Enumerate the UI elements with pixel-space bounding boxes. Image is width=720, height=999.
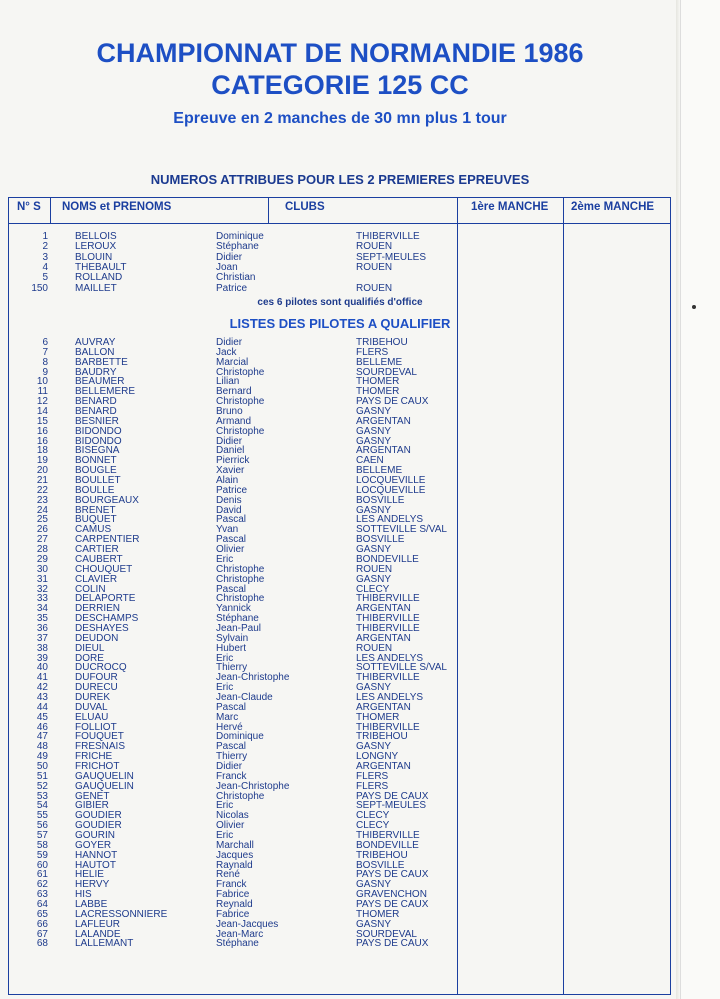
- pilot-surname: BIDONDO: [75, 425, 122, 437]
- pilot-surname: DEUDON: [75, 632, 119, 644]
- pilot-number: 50: [36, 760, 48, 772]
- pilot-surname: HIS: [75, 889, 92, 901]
- pilot-firstname: Raynald: [216, 859, 253, 871]
- pilot-club: BOSVILLE: [356, 859, 405, 871]
- pilot-firstname: Didier: [216, 337, 243, 348]
- pilot-club: CLECY: [356, 820, 390, 832]
- pilot-surname: LACRESSONNIERE: [75, 908, 168, 920]
- pilot-number: 42: [36, 682, 48, 694]
- pilot-firstname: Olivier: [216, 820, 245, 832]
- pilot-number: 68: [36, 938, 48, 950]
- pilot-firstname: Fabrice: [216, 908, 250, 920]
- pilot-firstname: Joan: [216, 261, 238, 273]
- pilot-club: SOTTEVILLE S/VAL: [356, 662, 447, 674]
- pilot-club: SEPT-MEULES: [356, 800, 427, 812]
- pilot-firstname: Eric: [216, 682, 234, 694]
- pilot-surname: DIEUL: [75, 642, 105, 654]
- pilot-number: 58: [36, 839, 48, 851]
- pilot-firstname: Eric: [216, 800, 234, 812]
- pilot-firstname: Jean-Christophe: [216, 672, 290, 684]
- pilot-number: 1: [42, 231, 48, 242]
- pilot-number: 2: [42, 241, 48, 253]
- pilot-club: LOCQUEVILLE: [356, 475, 426, 487]
- pilot-surname: GOYER: [75, 839, 112, 851]
- pilot-number: 8: [42, 356, 48, 368]
- pilot-firstname: Fabrice: [216, 889, 250, 901]
- category-title: CATEGORIE 125 CC: [211, 70, 469, 100]
- pilot-firstname: Yvan: [216, 524, 239, 536]
- pilot-surname: LABBE: [75, 899, 108, 911]
- pilot-firstname: Franck: [216, 879, 247, 891]
- pilot-surname: FOUQUET: [75, 731, 124, 743]
- pilot-club: THIBERVILLE: [356, 231, 420, 242]
- pilot-club: PAYS DE CAUX: [356, 869, 429, 881]
- event-subtitle: Epreuve en 2 manches de 30 mn plus 1 tour: [173, 110, 507, 127]
- pilot-number: 33: [36, 593, 48, 605]
- pilot-surname: DURECU: [75, 682, 118, 694]
- pilot-club: BELLEME: [356, 356, 403, 368]
- pilot-club: FLERS: [356, 346, 389, 358]
- pilot-surname: DUREK: [75, 691, 111, 703]
- pilot-number: 59: [36, 849, 48, 861]
- pilot-firstname: Christophe: [216, 593, 265, 605]
- header-manche-1: 1ère MANCHE: [471, 201, 549, 213]
- pilot-firstname: Marc: [216, 711, 239, 723]
- pilot-surname: BENARD: [75, 406, 117, 418]
- pilot-firstname: Bernard: [216, 386, 252, 398]
- pilot-number: 25: [36, 514, 48, 526]
- pilot-firstname: Pierrick: [216, 455, 250, 467]
- pilot-club: LES ANDELYS: [356, 691, 424, 703]
- pilot-surname: BIDONDO: [75, 435, 122, 447]
- pilot-club: FLERS: [356, 780, 389, 792]
- pilot-number: 66: [36, 918, 48, 930]
- pilot-surname: GOUDIER: [75, 810, 122, 822]
- header-clubs: CLUBS: [285, 201, 325, 213]
- pilot-number: 12: [36, 396, 48, 408]
- pilot-number: 55: [36, 810, 48, 822]
- pilot-surname: BRENET: [75, 504, 116, 516]
- pilot-number: 11: [37, 386, 48, 398]
- pilot-surname: BARBETTE: [75, 356, 128, 368]
- pilot-firstname: Denis: [216, 494, 242, 506]
- pilot-surname: BLOUIN: [75, 251, 113, 263]
- pilot-club: CLECY: [356, 583, 390, 595]
- pilot-surname: HAUTOT: [75, 859, 116, 871]
- pilot-number: 49: [36, 751, 48, 763]
- pilot-firstname: Didier: [216, 251, 243, 263]
- pilot-number: 22: [36, 484, 48, 496]
- pilot-surname: CARPENTIER: [75, 534, 140, 546]
- pilot-club: TRIBEHOU: [356, 849, 408, 861]
- pilot-club: GRAVENCHON: [356, 889, 427, 901]
- pilot-number: 7: [42, 346, 48, 358]
- pilot-number: 32: [36, 583, 48, 595]
- pilot-club: GASNY: [356, 425, 392, 437]
- pilot-surname: HERVY: [75, 879, 110, 891]
- pilot-club: THOMER: [356, 386, 400, 398]
- pilot-surname: DUFOUR: [75, 672, 118, 684]
- pilot-club: FLERS: [356, 770, 389, 782]
- pilot-club: PAYS DE CAUX: [356, 790, 429, 802]
- pilot-firstname: Pascal: [216, 701, 247, 713]
- pilot-number: 60: [36, 859, 48, 871]
- pilot-club: ARGENTAN: [356, 632, 411, 644]
- pilot-number: 44: [36, 701, 48, 713]
- pilot-firstname: Christophe: [216, 563, 265, 575]
- adjacent-page-edge: [680, 0, 720, 999]
- pilot-number: 24: [36, 504, 48, 516]
- pilot-number: 150: [31, 282, 48, 294]
- pilot-number: 45: [36, 711, 48, 723]
- pilot-firstname: Pascal: [216, 514, 247, 526]
- pilot-number: 30: [36, 563, 48, 575]
- pilot-surname: CAMUS: [75, 524, 112, 536]
- pilot-club: THIBERVILLE: [356, 721, 420, 733]
- pilot-club: BOSVILLE: [356, 494, 405, 506]
- pilot-surname: DESCHAMPS: [75, 613, 139, 625]
- pilot-firstname: Daniel: [216, 445, 245, 457]
- pilot-number: 54: [36, 800, 48, 812]
- pilot-club: BONDEVILLE: [356, 553, 419, 565]
- pilot-surname: FRESNAIS: [75, 741, 126, 753]
- pilot-firstname: Stéphane: [216, 613, 259, 625]
- pilot-surname: LAFLEUR: [75, 918, 121, 930]
- col-divider-names: [268, 197, 269, 223]
- pilot-surname: GAUQUELIN: [75, 770, 134, 782]
- pilot-club: PAYS DE CAUX: [356, 899, 429, 911]
- pilot-club: ARGENTAN: [356, 603, 411, 615]
- pilot-club: THIBERVILLE: [356, 613, 420, 625]
- pilot-club: THOMER: [356, 711, 400, 723]
- pilot-surname: CHOUQUET: [75, 563, 133, 575]
- pilot-club: GASNY: [356, 406, 392, 418]
- pilot-club: ARGENTAN: [356, 415, 411, 427]
- pilot-firstname: Xavier: [216, 465, 245, 477]
- pilot-number: 67: [36, 928, 48, 940]
- pilot-firstname: Marchall: [216, 839, 254, 851]
- pilot-firstname: Dominique: [216, 231, 264, 242]
- col-divider-num: [50, 197, 51, 223]
- pilot-club: ARGENTAN: [356, 445, 411, 457]
- pilot-firstname: Alain: [216, 475, 239, 487]
- pilot-number: 52: [36, 780, 48, 792]
- section-title: LISTES DES PILOTES A QUALIFIER: [229, 316, 451, 331]
- pilot-firstname: Marcial: [216, 356, 249, 368]
- pilot-firstname: Christophe: [216, 573, 265, 585]
- pilot-number: 43: [36, 691, 48, 703]
- pilot-surname: GENET: [75, 790, 110, 802]
- pilot-club: CLECY: [356, 810, 390, 822]
- pilot-surname: BELLOIS: [75, 231, 117, 242]
- pilot-firstname: Sylvain: [216, 632, 249, 644]
- pilot-firstname: Eric: [216, 553, 234, 565]
- pilot-number: 20: [36, 465, 48, 477]
- pilot-number: 16: [36, 425, 48, 437]
- pilot-number: 41: [36, 672, 48, 684]
- pilot-club: ARGENTAN: [356, 760, 411, 772]
- pilot-firstname: Hubert: [216, 642, 247, 654]
- pilot-surname: HANNOT: [75, 849, 118, 861]
- pilot-firstname: Stéphane: [216, 938, 259, 950]
- pilot-club: ROUEN: [356, 261, 393, 273]
- pilot-club: ROUEN: [356, 241, 393, 253]
- pilot-surname: ROLLAND: [75, 272, 123, 284]
- pilot-firstname: Stéphane: [216, 241, 259, 253]
- pilot-club: ROUEN: [356, 642, 393, 654]
- pilot-club: ROUEN: [356, 563, 393, 575]
- pilot-firstname: Pascal: [216, 534, 247, 546]
- pilot-firstname: David: [216, 504, 242, 516]
- pilot-firstname: Pascal: [216, 741, 247, 753]
- pilot-surname: BUQUET: [75, 514, 117, 526]
- pilot-surname: COLIN: [75, 583, 106, 595]
- header-divider: [8, 223, 671, 224]
- pilot-surname: FOLLIOT: [75, 721, 117, 733]
- pilot-club: ARGENTAN: [356, 701, 411, 713]
- pilot-surname: BISEGNA: [75, 445, 120, 457]
- pilot-surname: HELIE: [75, 869, 104, 881]
- pilot-firstname: Jack: [216, 346, 237, 358]
- pilot-surname: GOURIN: [75, 830, 115, 841]
- pilot-number: 61: [36, 869, 48, 881]
- pilot-club: LES ANDELYS: [356, 514, 424, 526]
- pilot-number: 39: [36, 652, 48, 664]
- pilot-club: GASNY: [356, 573, 392, 585]
- pilot-firstname: Christophe: [216, 366, 265, 378]
- pilot-firstname: Christophe: [216, 425, 265, 437]
- pilot-firstname: Dominique: [216, 731, 264, 743]
- margin-dot: [692, 305, 696, 309]
- pilot-club: THIBERVILLE: [356, 672, 420, 684]
- header-num: N° S: [17, 201, 41, 213]
- pilot-firstname: Pascal: [216, 583, 247, 595]
- pilot-firstname: Armand: [216, 415, 252, 427]
- pilot-number: 6: [42, 337, 48, 348]
- pilot-firstname: Jean-Jacques: [216, 918, 279, 930]
- pilot-firstname: Christian: [216, 272, 256, 284]
- pilot-surname: LALANDE: [75, 928, 121, 940]
- pilot-surname: CARTIER: [75, 544, 119, 556]
- pilot-number: 62: [36, 879, 48, 891]
- pilot-surname: CLAVIER: [75, 573, 118, 585]
- pilot-club: THIBERVILLE: [356, 593, 420, 605]
- pilot-surname: DUVAL: [75, 701, 108, 713]
- pilot-firstname: Jean-Christophe: [216, 780, 290, 792]
- pilot-surname: BENARD: [75, 396, 117, 408]
- pilot-club: TRIBEHOU: [356, 731, 408, 743]
- pilot-club: GASNY: [356, 879, 392, 891]
- pilot-club: LES ANDELYS: [356, 652, 424, 664]
- pilot-number: 27: [36, 534, 48, 546]
- pilot-number: 64: [36, 899, 48, 911]
- pilot-number: 53: [36, 790, 48, 802]
- pilot-number: 21: [36, 475, 48, 487]
- pilot-number: 51: [36, 770, 48, 782]
- pilot-surname: FRICHE: [75, 751, 113, 763]
- pilot-firstname: Jean-Marc: [216, 928, 264, 940]
- pilot-firstname: Jacques: [216, 849, 254, 861]
- pilot-club: CAEN: [356, 455, 384, 467]
- pilot-firstname: Nicolas: [216, 810, 249, 822]
- pilot-number: 65: [36, 908, 48, 920]
- pilot-number: 48: [36, 741, 48, 753]
- pilot-number: 34: [36, 603, 48, 615]
- pilot-surname: LEROUX: [75, 241, 117, 253]
- pilot-firstname: Patrice: [216, 484, 248, 496]
- pilot-number: 14: [36, 406, 48, 418]
- pilot-surname: DERRIEN: [75, 603, 121, 615]
- pilot-number: 23: [36, 494, 48, 506]
- pilot-number: 9: [42, 366, 48, 378]
- pilot-surname: FRICHOT: [75, 760, 120, 772]
- pilot-surname: AUVRAY: [75, 337, 116, 348]
- pilot-firstname: Eric: [216, 652, 234, 664]
- pilot-surname: DESHAYES: [75, 622, 129, 634]
- pilot-number: 46: [36, 721, 48, 733]
- pilot-surname: MAILLET: [75, 282, 117, 294]
- pilot-surname: BOULLE: [75, 484, 115, 496]
- pilot-club: PAYS DE CAUX: [356, 938, 429, 950]
- pilot-surname: THEBAULT: [75, 261, 127, 273]
- pilot-firstname: Patrice: [216, 282, 248, 294]
- pilot-surname: BAUDRY: [75, 366, 117, 378]
- pilot-club: GASNY: [356, 544, 392, 556]
- pilot-number: 28: [36, 544, 48, 556]
- pilot-number: 47: [36, 731, 48, 743]
- pilot-number: 36: [36, 622, 48, 634]
- pilot-number: 10: [36, 376, 48, 388]
- pilot-firstname: Jean-Paul: [216, 622, 262, 634]
- pilot-club: TRIBEHOU: [356, 337, 408, 348]
- pilot-firstname: Didier: [216, 760, 243, 772]
- pilot-firstname: René: [216, 869, 240, 881]
- pilot-club: THIBERVILLE: [356, 830, 420, 841]
- pilot-club: SOURDEVAL: [356, 366, 417, 378]
- pilot-number: 35: [36, 613, 48, 625]
- pilot-firstname: Didier: [216, 435, 243, 447]
- pilot-club: THOMER: [356, 908, 400, 920]
- pilot-surname: BELLEMERE: [75, 386, 136, 398]
- pilot-number: 4: [42, 261, 48, 273]
- pilot-club: BONDEVILLE: [356, 839, 419, 851]
- pilot-surname: DUCROCQ: [75, 662, 127, 674]
- pilot-firstname: Reynald: [216, 899, 253, 911]
- pilot-firstname: Christophe: [216, 396, 265, 408]
- pilot-firstname: Lilian: [216, 376, 240, 388]
- pilot-surname: BONNET: [75, 455, 117, 467]
- pilot-number: 31: [36, 573, 48, 585]
- pilot-number: 40: [36, 662, 48, 674]
- page-title: CHAMPIONNAT DE NORMANDIE 1986: [96, 38, 584, 68]
- pilot-number: 38: [36, 642, 48, 654]
- pilot-surname: LALLEMANT: [75, 938, 134, 950]
- qualified-note: ces 6 pilotes sont qualifiés d'office: [257, 297, 423, 308]
- pilot-number: 15: [36, 415, 48, 427]
- pilot-surname: BOURGEAUX: [75, 494, 139, 506]
- pilot-number: 29: [36, 553, 48, 565]
- pilot-firstname: Christophe: [216, 790, 265, 802]
- pilot-club: ROUEN: [356, 282, 393, 294]
- pilot-surname: BALLON: [75, 346, 115, 358]
- pilot-club: SOURDEVAL: [356, 928, 417, 940]
- pilot-club: LONGNY: [356, 751, 399, 763]
- pilot-firstname: Bruno: [216, 406, 243, 418]
- pilot-club: BOSVILLE: [356, 534, 405, 546]
- pilot-firstname: Yannick: [216, 603, 251, 615]
- pilot-club: GASNY: [356, 682, 392, 694]
- pilot-club: GASNY: [356, 504, 392, 516]
- pilot-surname: DELAPORTE: [75, 593, 136, 605]
- pilot-surname: CAUBERT: [75, 553, 123, 565]
- pilot-surname: BOULLET: [75, 475, 121, 487]
- pilot-surname: BESNIER: [75, 415, 119, 427]
- pilot-number: 19: [36, 455, 48, 467]
- pilot-club: THIBERVILLE: [356, 622, 420, 634]
- pilot-surname: DORE: [75, 652, 104, 664]
- header-names: NOMS et PRENOMS: [62, 201, 172, 213]
- pilot-club: GASNY: [356, 435, 392, 447]
- pilot-firstname: Thierry: [216, 751, 248, 763]
- pilot-surname: BEAUMER: [75, 376, 125, 388]
- pilot-surname: GOUDIER: [75, 820, 122, 832]
- pilot-number: 63: [36, 889, 48, 901]
- pilot-number: 16: [36, 435, 48, 447]
- pilot-firstname: Jean-Claude: [216, 691, 273, 703]
- pilot-surname: ELUAU: [75, 711, 109, 723]
- pilot-number: 26: [36, 524, 48, 536]
- pilot-firstname: Franck: [216, 770, 247, 782]
- pilot-number: 18: [36, 445, 48, 457]
- pilot-firstname: Hervé: [216, 721, 243, 733]
- pilot-club: THOMER: [356, 376, 400, 388]
- pilot-club: GASNY: [356, 741, 392, 753]
- pilot-firstname: Olivier: [216, 544, 245, 556]
- numbers-title: NUMEROS ATTRIBUES POUR LES 2 PREMIERES EPREUVES: [150, 172, 530, 187]
- pilot-club: LOCQUEVILLE: [356, 484, 426, 496]
- pilot-number: 3: [42, 251, 48, 263]
- pilot-number: 37: [36, 632, 48, 644]
- pilot-surname: GAUQUELIN: [75, 780, 134, 792]
- pilot-club: PAYS DE CAUX: [356, 396, 429, 408]
- pilot-number: 5: [42, 272, 48, 284]
- pilot-number: 57: [36, 830, 48, 841]
- pilot-surname: BOUGLE: [75, 465, 117, 477]
- header-manche-2: 2ème MANCHE: [571, 201, 655, 213]
- pilot-club: BELLEME: [356, 465, 403, 477]
- pilot-surname: GIBIER: [75, 800, 109, 812]
- pilot-club: SEPT-MEULES: [356, 251, 427, 263]
- pilot-firstname: Thierry: [216, 662, 248, 674]
- pilot-firstname: Eric: [216, 830, 234, 841]
- pilot-club: SOTTEVILLE S/VAL: [356, 524, 447, 536]
- pilot-club: GASNY: [356, 918, 392, 930]
- pilot-number: 56: [36, 820, 48, 832]
